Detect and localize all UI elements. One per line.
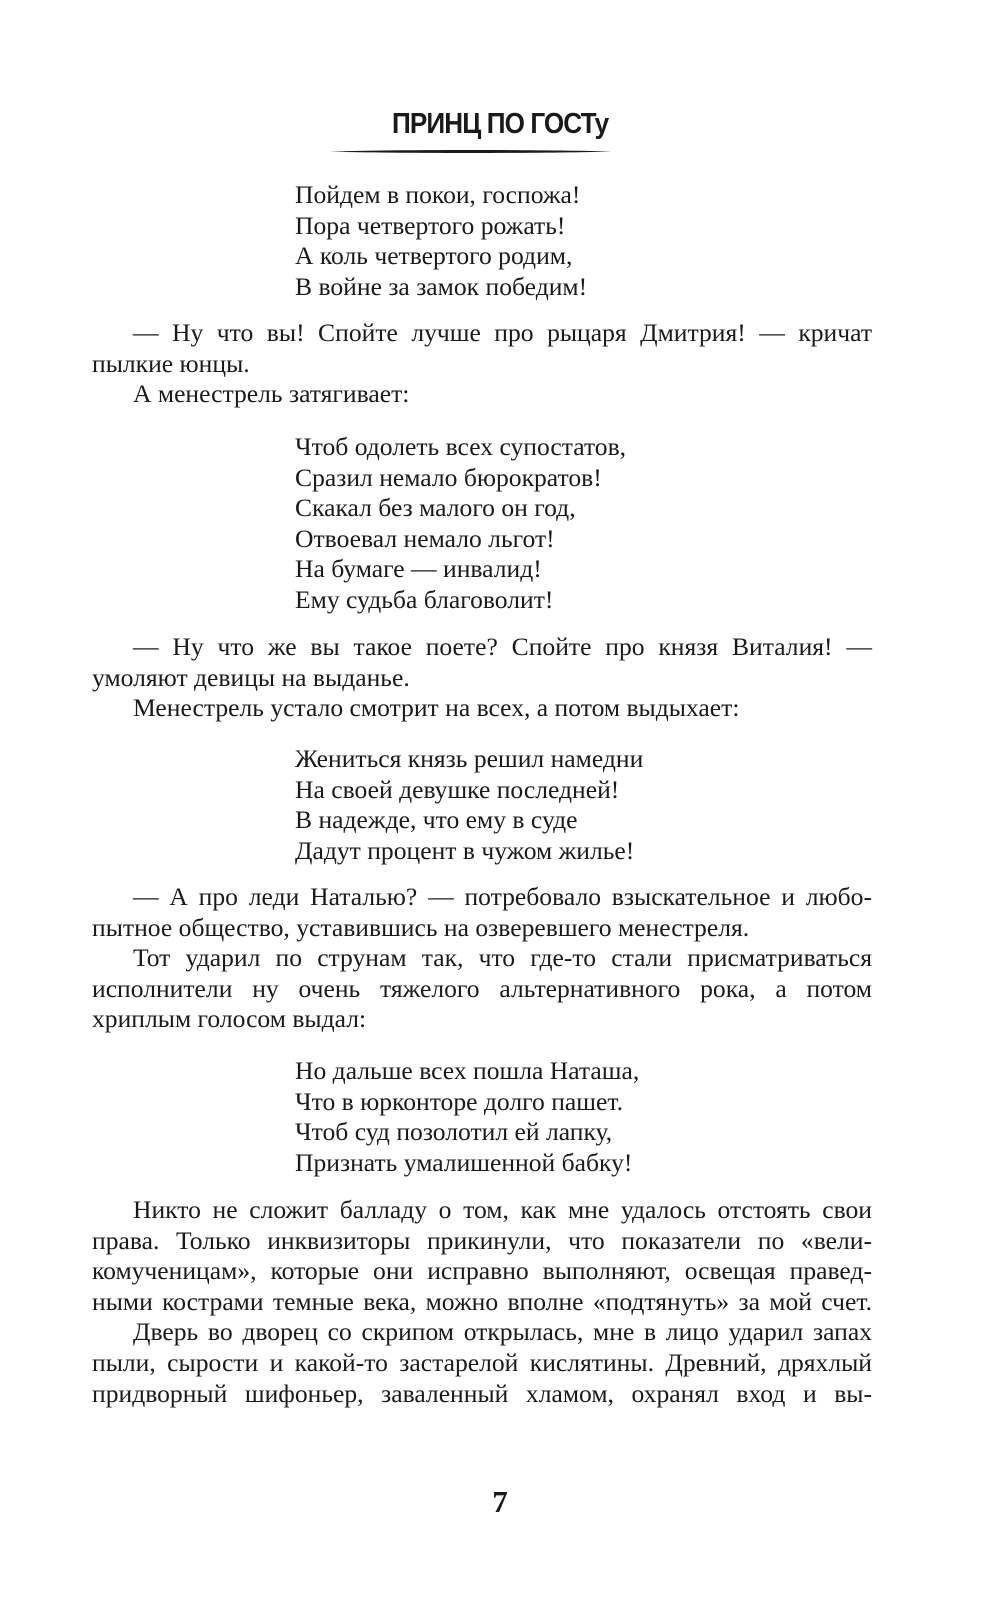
prose-line: придворный шифоньер, заваленный хламом, охранял вход и вы-: [92, 1378, 872, 1408]
prose-line: хриплым голосом выдал:: [92, 1004, 367, 1034]
verse-line: На бумаге — инвалид!: [295, 554, 542, 584]
verse-stanza-1: [295, 180, 587, 302]
verse-line: Чтоб одолеть всех супостатов,: [295, 432, 627, 461]
running-head: [0, 108, 1000, 141]
verse-line: А коль четвертого родим,: [295, 241, 573, 271]
prose-line: пылкие юнцы.: [92, 348, 250, 378]
verse-line: Ему судьба благоволит!: [295, 584, 554, 614]
prose-block-2: [92, 632, 872, 724]
prose-line: — Ну что же вы такое поете? Спойте про князя Виталия! —: [133, 632, 872, 661]
verse-stanza-3: [295, 744, 643, 866]
prose-line: Тот ударил по струнам так, что где-то стали присматриваться: [133, 943, 872, 973]
verse-line: Что в юрконторе долго пашет.: [295, 1086, 623, 1116]
prose-line: Менестрель устало смотрит на всех, а потом выдыхает:: [133, 693, 740, 723]
verse-line: Пойдем в покои, госпожа!: [295, 180, 581, 209]
verse-line: Скакал без малого он год,: [295, 493, 576, 523]
verse-stanza-4: [295, 1056, 639, 1178]
verse-line: В надежде, что ему в суде: [295, 805, 578, 835]
prose-line: комученицам», которые они исправно выполняют, освещая правед-: [92, 1256, 872, 1286]
verse-line: Сразил немало бюрократов!: [295, 462, 602, 492]
prose-line: — Ну что вы! Спойте лучше про рыцаря Дмитрия! — кричат: [133, 318, 872, 347]
verse-line: Признать умалишенной бабку!: [295, 1147, 633, 1177]
prose-line: пыли, сырости и какой-то застарелой кислятины. Древний, дряхлый: [92, 1347, 872, 1377]
verse-line: Жениться князь решил намедни: [295, 744, 644, 773]
prose-line: умоляют девицы на выданье.: [92, 662, 410, 692]
verse-line: На своей девушке последней!: [295, 774, 620, 804]
prose-line: пытное общество, уставившись на озверевшего менестреля.: [92, 912, 750, 942]
header-rule: [330, 148, 612, 155]
prose-line: Дверь во дворец со скрипом открылась, мне в лицо ударил запах: [133, 1317, 872, 1347]
running-title: ПРИНЦ ПО ГОСТу: [391, 108, 609, 140]
prose-line: права. Только инквизиторы прикинули, что показатели по «вели-: [92, 1225, 872, 1255]
verse-line: В войне за замок победим!: [295, 271, 588, 301]
verse-line: Чтоб суд позолотил ей лапку,: [295, 1117, 613, 1147]
verse-line: Отвоевал немало льгот!: [295, 523, 555, 553]
verse-line: Пора четвертого рожать!: [295, 210, 566, 240]
prose-block-3: [92, 882, 872, 1035]
prose-line: исполнители ну очень тяжелого альтернативного рока, а потом: [92, 973, 872, 1003]
page-number: 7: [492, 1484, 508, 1519]
verse-line: Но дальше всех пошла Наташа,: [295, 1056, 640, 1085]
prose-line: — А про леди Наталью? — потребовало взыскательное и любо-: [133, 882, 872, 911]
prose-block-1: [92, 318, 872, 410]
verse-stanza-2: [295, 432, 626, 616]
prose-line: ными кострами темные века, можно вполне «подтянуть» за мой счет.: [92, 1286, 872, 1316]
prose-block-4: [92, 1195, 872, 1409]
prose-line: Никто не сложит балладу о том, как мне удалось отстоять свои: [133, 1195, 872, 1224]
prose-line: А менестрель затягивает:: [133, 379, 410, 409]
verse-line: Дадут процент в чужом жилье!: [295, 835, 635, 865]
